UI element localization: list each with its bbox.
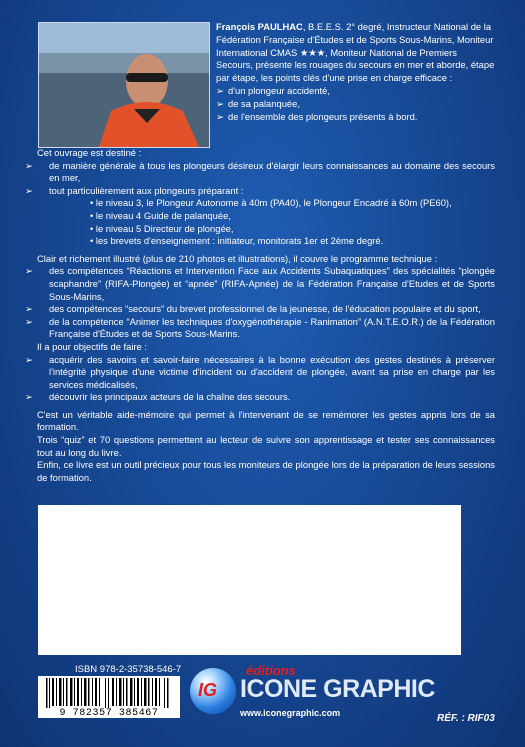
- list-item: ➢ de manière générale à tous les plongeurs désireux d'élargir leurs connaissances au domaine des secours en mer,: [25, 159, 495, 184]
- arrow-icon: ➢: [25, 353, 33, 365]
- arrow-icon: ➢: [25, 391, 33, 403]
- section-intro: Clair et richement illustré (plus de 210 photos et illustrations), il couvre le programme technique :: [37, 252, 438, 264]
- arrow-icon: ➢: [25, 315, 33, 327]
- author-bio-text: , B.E.E.S. 2° degré, Instructeur National de la Fédération Française d'Études et de Sports Sous-Marins, Moniteur International CMAS ★★★, Moniteur National de Premiers Secours, présente les rouages du secours en mer et aborde, étape par étape, les points clés d'une prise en charge efficace :: [216, 21, 495, 84]
- description: [25, 147, 495, 484]
- sub-item: • les brevets d'enseignement : initiateur, monitorats 1er et 2ème degré.: [90, 235, 384, 247]
- arrow-icon: ➢: [216, 97, 224, 109]
- arrow-icon: ➢: [25, 265, 33, 277]
- publisher-website: www.iconegraphic.com: [240, 708, 341, 718]
- publisher-name: ICONE GRAPHIC: [240, 675, 435, 703]
- reference-code: RÉF. : RIF03: [437, 713, 495, 724]
- closing-paragraph: Trois “quiz” et 70 questions permettent au lecteur de suivre son apprentissage et tester ses connaissances tout au long du livre.: [37, 434, 495, 458]
- bio-point: de sa palanquée,: [228, 97, 300, 109]
- list-item: ➢ acquérir des savoirs et savoir-faire nécessaires à la bonne exécution des gestes destinés à préserver l'intégrité physique d'une victime d'incident ou d'accident de plongée, avant sa prise en charge par les services médicalisés,: [25, 353, 495, 390]
- closing-paragraph: Enfin, ce livre est un outil précieux pour tous les moniteurs de plongée lors de la préparation de leurs sessions de formation.: [37, 459, 495, 483]
- arrow-icon: ➢: [25, 303, 33, 315]
- blank-panel: [38, 505, 461, 655]
- list-item: ➢ des compétences “Réactions et Intervention Face aux Accidents Subaquatiques” des spécialités “plongée scaphandre” (RIFA-Plongée) et “apnée” (RIFA-Apnée) de la Fédération Française d'Etudes et de Sports Sous-Marins,: [25, 265, 495, 302]
- arrow-icon: ➢: [25, 184, 33, 196]
- arrow-icon: ➢: [216, 84, 224, 96]
- sub-item: • le niveau 4 Guide de palanquée,: [90, 209, 231, 221]
- sub-item: • le niveau 5 Directeur de plongée,: [90, 222, 234, 234]
- list-item: ➢ des compétences “secours” du brevet professionnel de la jeunesse, de l'éducation populaire et du sport,: [25, 303, 481, 315]
- bio-point: de l'ensemble des plongeurs présents à bord.: [228, 110, 418, 122]
- publisher-editions: éditions: [246, 663, 296, 678]
- sub-item: • le niveau 3, le Plongeur Autonome à 40m (PA40), le Plongeur Encadré à 60m (PE60),: [90, 197, 452, 209]
- list-item: ➢ découvrir les principaux acteurs de la chaîne des secours.: [25, 391, 291, 403]
- section-intro: Cet ouvrage est destiné :: [37, 147, 142, 158]
- bio-point: d'un plongeur accidenté,: [228, 84, 330, 96]
- closing-paragraph: C'est un véritable aide-mémoire qui permet à l'intervenant de se remémorer les gestes appris lors de sa formation.: [37, 408, 495, 433]
- author-bio: [216, 21, 496, 123]
- list-item: ➢ de la compétence “Animer les techniques d'oxygénothérapie - Ranimation” (A.N.T.E.O.R.) de la Fédération Française d'Études et de Sports Sous-Marins.: [25, 315, 495, 340]
- section-intro: Il a pour objectifs de faire :: [37, 340, 147, 352]
- isbn: ISBN 978-2-35738-546-7: [75, 664, 182, 675]
- list-item: ➢ tout particulièrement aux plongeurs préparant :: [25, 184, 244, 196]
- author-photo: [38, 22, 210, 148]
- arrow-icon: ➢: [216, 110, 224, 122]
- barcode-digits: 9 782357 385467: [38, 708, 180, 718]
- logo-letters: IG: [198, 680, 218, 700]
- author-name: François PAULHAC: [216, 21, 303, 32]
- arrow-icon: ➢: [25, 159, 33, 171]
